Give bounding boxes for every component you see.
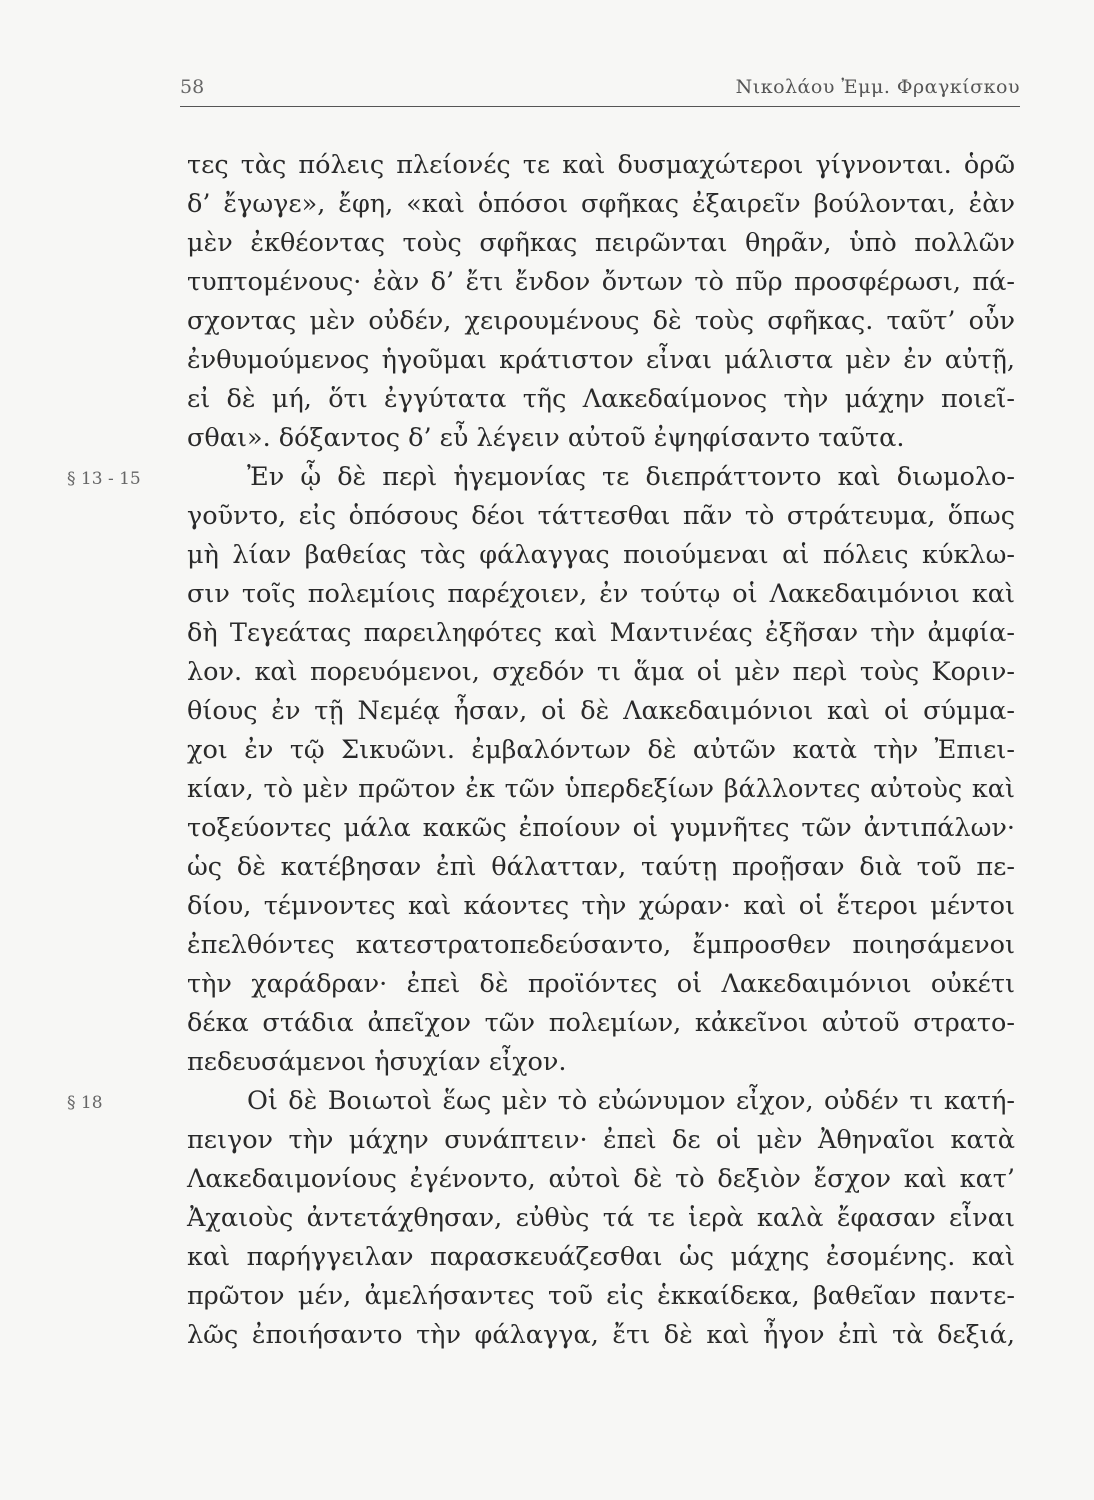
text-line: μὲν ἐκθέοντας τοὺς σφῆκας πειρῶνται θηρᾶν, ὑπὸ πολλῶν — [187, 228, 1015, 258]
text-line: ἐπελθόντες κατεστρατοπεδεύσαντο, ἔμπροσθεν ποιησάμενοι — [187, 930, 1015, 960]
text-line: πεδευσάμενοι ἡσυχίαν εἶχον. — [187, 1047, 567, 1077]
text-line: δέκα στάδια ἀπεῖχον τῶν πολεμίων, κἀκεῖνοι αὐτοῦ στρατο- — [187, 1008, 1015, 1038]
text-line-content: Οἱ δὲ Βοιωτοὶ ἕως μὲν τὸ εὐώνυμον εἶχον, οὐδέν τι κατή- — [247, 1086, 1015, 1116]
body-text — [67, 146, 1015, 1355]
text-line: Ἀχαιοὺς ἀντετάχθησαν, εὐθὺς τά τε ἱερὰ καλὰ ἔφασαν εἶναι — [187, 1203, 1015, 1233]
text-line: λον. καὶ πορευόμενοι, σχεδόν τι ἅμα οἱ μὲν περὶ τοὺς Κοριν- — [187, 657, 1015, 687]
text-line: τοξεύοντες μάλα κακῶς ἐποίουν οἱ γυμνῆτες τῶν ἀντιπάλων· — [187, 813, 1015, 843]
text-line: χοι ἐν τῷ Σικυῶνι. ἐμβαλόντων δὲ αὐτῶν κατὰ τὴν Ἐπιει- — [187, 735, 1015, 765]
text-line: σχοντας μὲν οὐδέν, χειρουμένους δὲ τοὺς σφῆκας. ταῦτ’ οὖν — [187, 306, 1015, 336]
section-marker: § 13 - 15 — [67, 469, 141, 489]
text-line: γοῦντο, εἰς ὁπόσους δέοι τάττεσθαι πᾶν τὸ στράτευμα, ὅπως — [187, 501, 1015, 531]
text-line: σθαι». δόξαντος δ’ εὖ λέγειν αὐτοῦ ἐψηφίσαντο ταῦτα. — [187, 423, 905, 453]
running-title: Νικολάου Ἐμμ. Φραγκίσκου — [735, 76, 1020, 98]
text-line: δίου, τέμνοντες καὶ κάοντες τὴν χώραν· καὶ οἱ ἕτεροι μέντοι — [187, 891, 1015, 921]
text-line: πειγον τὴν μάχην συνάπτειν· ἐπεὶ δε οἱ μὲν Ἀθηναῖοι κατὰ — [187, 1125, 1015, 1155]
paragraph-start-line — [67, 1082, 1015, 1121]
text-line-content: Ἐν ᾧ δὲ περὶ ἡγεμονίας τε διεπράττοντο καὶ διωμολο- — [247, 462, 1015, 492]
page-number: 58 — [180, 76, 205, 98]
text-line: πρῶτον μέν, ἀμελήσαντες τοῦ εἰς ἑκκαίδεκα, βαθεῖαν παντε- — [187, 1281, 1015, 1311]
text-line: μὴ λίαν βαθείας τὰς φάλαγγας ποιούμεναι αἱ πόλεις κύκλω- — [187, 540, 1015, 570]
text-line: δὴ Τεγεάτας παρειληφότες καὶ Μαντινέας ἐξῆσαν τὴν ἀμφία- — [187, 618, 1015, 648]
text-line: λῶς ἐποιήσαντο τὴν φάλαγγα, ἔτι δὲ καὶ ἦγον ἐπὶ τὰ δεξιά, — [187, 1320, 1015, 1350]
text-line: θίους ἐν τῇ Νεμέᾳ ἦσαν, οἱ δὲ Λακεδαιμόνιοι καὶ οἱ σύμμα- — [187, 696, 1015, 726]
text-line: τες τὰς πόλεις πλείονές τε καὶ δυσμαχώτεροι γίγνονται. ὁρῶ — [187, 150, 1015, 180]
text-line: τὴν χαράδραν· ἐπεὶ δὲ προϊόντες οἱ Λακεδαιμόνιοι οὐκέτι — [187, 969, 1015, 999]
text-line: ὡς δὲ κατέβησαν ἐπὶ θάλατταν, ταύτῃ προῇσαν διὰ τοῦ πε- — [187, 852, 1015, 882]
section-marker: § 18 — [67, 1093, 103, 1113]
page-header — [180, 76, 1020, 107]
text-line: σιν τοῖς πολεμίοις παρέχοιεν, ἐν τούτῳ οἱ Λακεδαιμόνιοι καὶ — [187, 579, 1015, 609]
text-line: τυπτομένους· ἐὰν δ’ ἔτι ἔνδον ὄντων τὸ πῦρ προσφέρωσι, πά- — [187, 267, 1015, 297]
paragraph-start-line — [67, 458, 1015, 497]
text-line: εἰ δὲ μή, ὅτι ἐγγύτατα τῆς Λακεδαίμονος τὴν μάχην ποιεῖ- — [187, 384, 1015, 414]
text-line: ἐνθυμούμενος ἡγοῦμαι κράτιστον εἶναι μάλιστα μὲν ἐν αὐτῇ, — [187, 345, 1015, 375]
text-line: Λακεδαιμονίους ἐγένοντο, αὐτοὶ δὲ τὸ δεξιὸν ἔσχον καὶ κατ’ — [187, 1164, 1015, 1194]
text-line: καὶ παρήγγειλαν παρασκευάζεσθαι ὡς μάχης ἐσομένης. καὶ — [187, 1242, 1015, 1272]
text-line: κίαν, τὸ μὲν πρῶτον ἐκ τῶν ὑπερδεξίων βάλλοντες αὐτοὺς καὶ — [187, 774, 1015, 804]
text-line: δ’ ἔγωγε», ἔφη, «καὶ ὁπόσοι σφῆκας ἐξαιρεῖν βούλονται, ἐὰν — [187, 189, 1015, 219]
